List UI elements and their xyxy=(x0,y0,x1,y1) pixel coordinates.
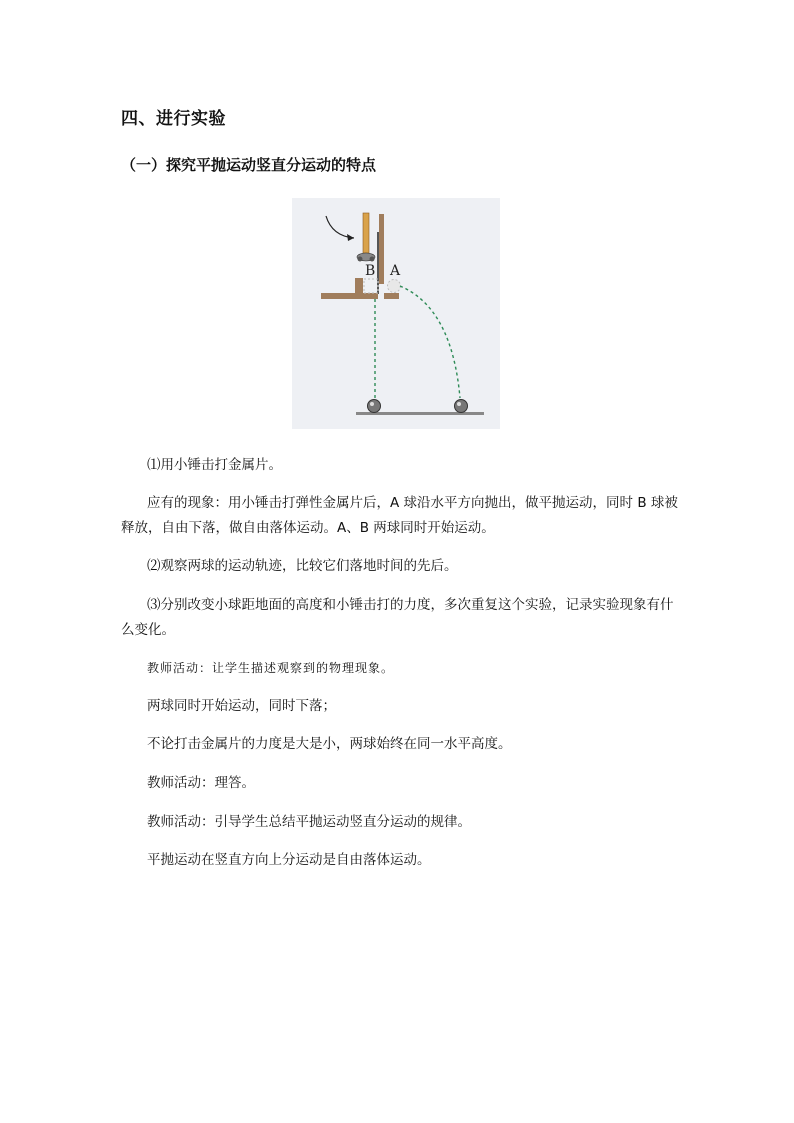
shelf-left xyxy=(321,293,378,299)
experiment-figure xyxy=(292,198,500,429)
step-3: ⑶分别改变小球距地面的高度和小锤击打的力度，多次重复这个实验，记录实验现象有什么变化。 xyxy=(121,597,674,638)
conclusion: 平抛运动在竖直方向上分运动是自由落体运动。 xyxy=(147,852,431,868)
step-2: ⑵观察两球的运动轨迹，比较它们落地时间的先后。 xyxy=(147,558,458,574)
observation-2: 不论打击金属片的力度是大是小，两球始终在同一水平高度。 xyxy=(147,736,512,752)
teacher-activity-3: 教师活动：引导学生总结平抛运动竖直分运动的规律。 xyxy=(147,814,471,830)
apparatus-post xyxy=(379,214,384,284)
ball-b-landing xyxy=(368,400,381,413)
section-title: 四、进行实验 xyxy=(121,109,226,129)
hammer-handle xyxy=(363,213,369,253)
ball-a-landing xyxy=(455,400,468,413)
label-a: A xyxy=(390,263,401,279)
phenomenon-paragraph: 应有的现象：用小锤击打弹性金属片后，A 球沿水平方向抛出，做平抛运动，同时 B 球被释放，自由下落，做自由落体运动。A、B 两球同时开始运动。 xyxy=(121,495,678,536)
teacher-activity-1: 教师活动：让学生描述观察到的物理现象。 xyxy=(147,661,395,675)
step-1: ⑴用小锤击打金属片。 xyxy=(147,457,282,473)
ball-b-start xyxy=(364,279,378,293)
subsection-title: （一）探究平抛运动竖直分运动的特点 xyxy=(121,156,377,174)
shelf-right xyxy=(384,293,399,299)
observation-1: 两球同时开始运动，同时下落； xyxy=(147,698,336,714)
ball-a-start xyxy=(388,280,401,293)
experiment-diagram xyxy=(292,198,500,429)
label-b: B xyxy=(365,263,376,279)
teacher-activity-2: 教师活动：理答。 xyxy=(147,775,255,791)
parabolic-trajectory xyxy=(400,286,460,398)
swing-arrow xyxy=(326,216,354,238)
